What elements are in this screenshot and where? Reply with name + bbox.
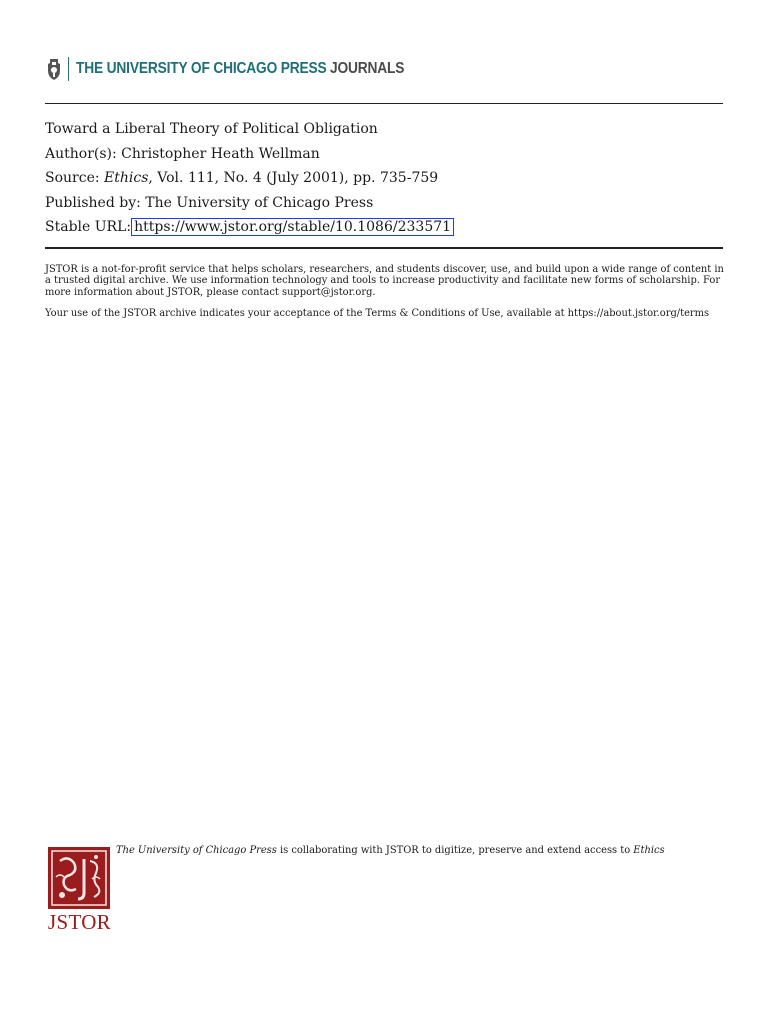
article-metadata	[45, 117, 723, 240]
university-seal-icon	[46, 57, 62, 81]
publisher-line	[45, 191, 723, 216]
publisher-header	[46, 56, 458, 82]
collaboration-text: is collaborating with JSTOR to digitize, preserve and extend access to	[276, 845, 634, 856]
source-line	[45, 166, 723, 191]
collaboration-statement	[116, 845, 716, 856]
source-journal: Ethics	[104, 170, 149, 187]
source-details: , Vol. 111, No. 4 (July 2001), pp. 735-759	[148, 170, 439, 187]
notice-paragraph-terms: Your use of the JSTOR archive indicates your acceptance of the Terms & Conditions of Use, available at https://about.jstor.org/terms	[45, 307, 710, 319]
author-line	[45, 142, 723, 167]
published-label: Published by:	[45, 194, 141, 211]
publisher-value: The University of Chicago Press	[145, 194, 374, 211]
author-label: Author(s):	[45, 145, 117, 162]
source-label: Source:	[45, 170, 100, 187]
collaboration-journal: Ethics	[633, 845, 665, 856]
author-name: Christopher Heath Wellman	[121, 145, 320, 162]
stable-url-label: Stable URL:	[45, 219, 132, 236]
top-rule	[45, 103, 723, 104]
jstor-seal-icon	[48, 847, 110, 909]
publisher-name-text: THE UNIVERSITY OF CHICAGO PRESS	[76, 60, 327, 77]
header-divider	[68, 57, 69, 81]
collaborator-name: The University of Chicago Press	[116, 845, 277, 856]
stable-url-line	[45, 215, 723, 240]
bottom-rule	[45, 247, 723, 249]
publisher-name	[76, 60, 404, 78]
jstor-notice	[45, 264, 725, 329]
jstor-logo-text: JSTOR	[48, 910, 111, 934]
article-title: Toward a Liberal Theory of Political Obligation	[45, 121, 378, 137]
journals-word: JOURNALS	[329, 60, 405, 77]
jstor-logo	[48, 847, 110, 935]
stable-url-link[interactable]: https://www.jstor.org/stable/10.1086/233571	[131, 218, 454, 236]
notice-paragraph-about: JSTOR is a not-for-profit service that helps scholars, researchers, and students discover, use, and build upon a wide range of content in a trusted digital archive. We use information technology and tools to increase productivity and facilitate new forms of scholarship. For more information about JSTOR, please contact support@jstor.org.	[45, 264, 724, 298]
